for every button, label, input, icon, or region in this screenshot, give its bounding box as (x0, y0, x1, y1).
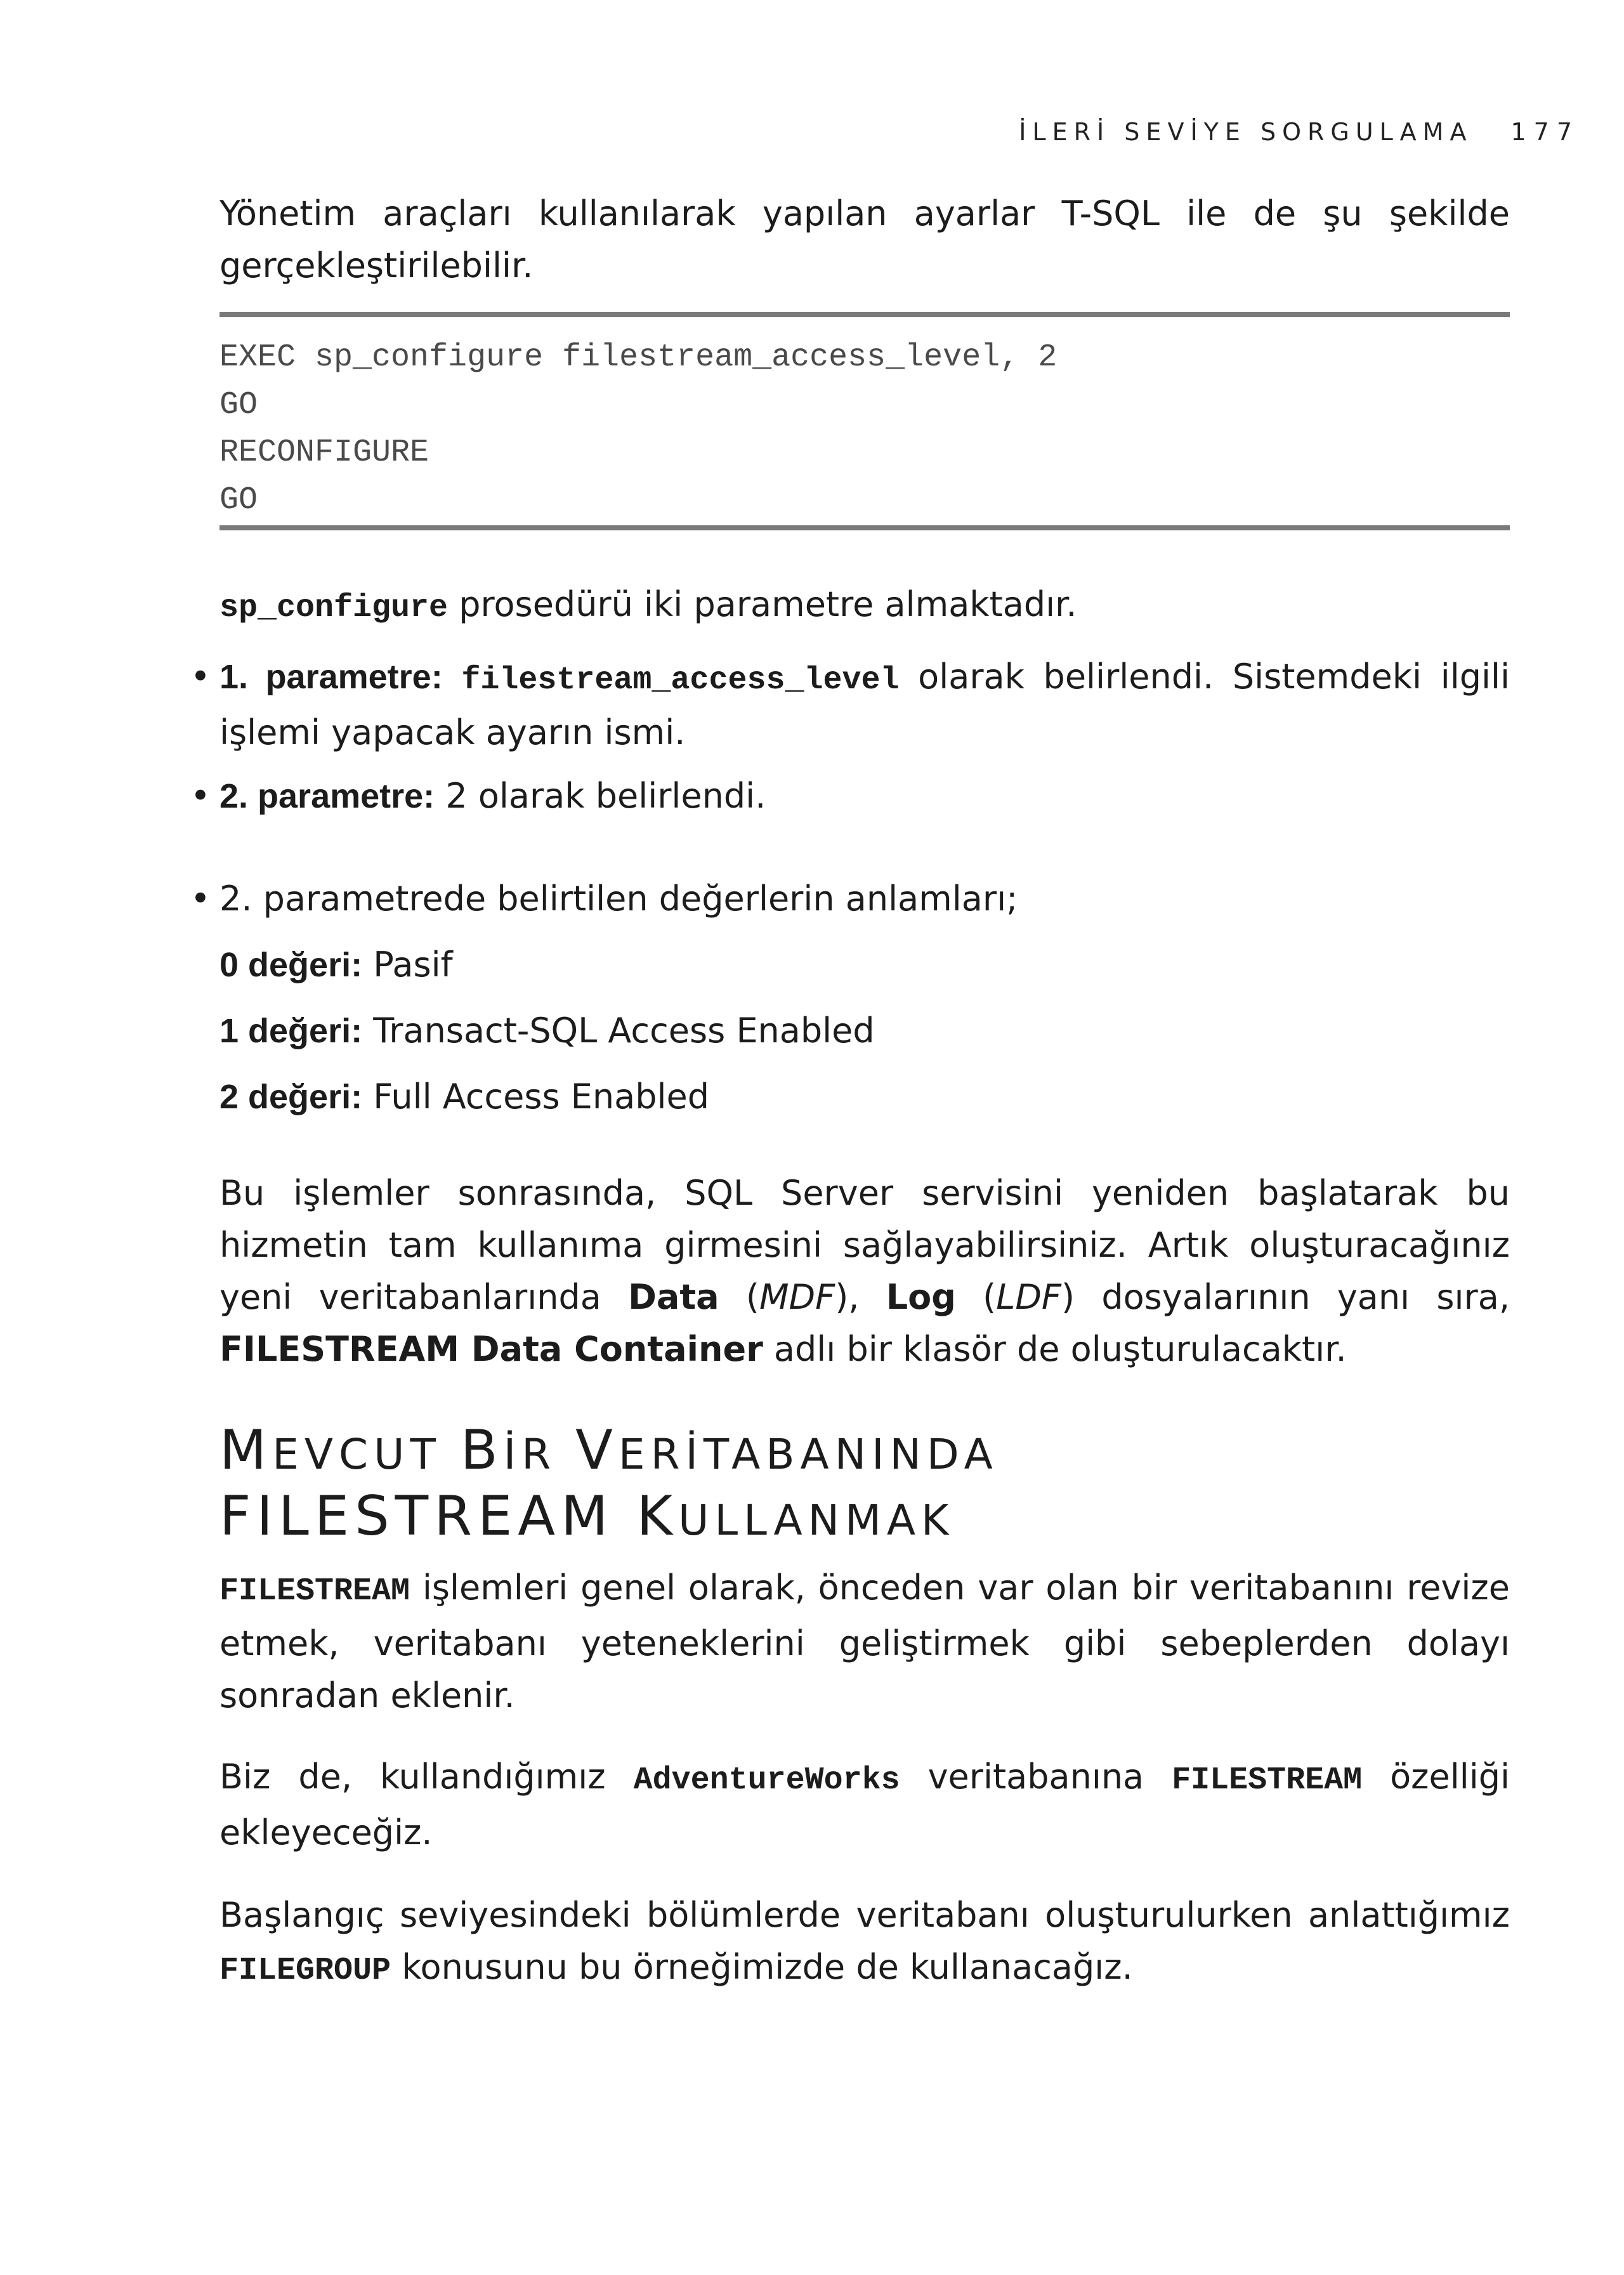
code-bottom-rule (219, 525, 1510, 530)
filestream-code: FILESTREAM (219, 1573, 410, 1610)
filegroup-paragraph: Başlangıç seviyesindeki bölümlerde veritabanı oluşturulurken anlattığımız FILEGROUP konusunu bu örneğimizde de kullanacağız. (219, 1895, 1510, 1989)
bullet-label: 1. parametre: (219, 658, 443, 696)
running-title: İLERİ SEVİYE SORGULAMA (1019, 118, 1473, 146)
section-heading-line1: MEVCUT BİR VERİTABANINDA (219, 1419, 999, 1482)
code-lines (219, 334, 1057, 524)
code-line: EXEC sp_configure filestream_access_level, 2 (219, 339, 1058, 376)
bullet-dot: • (190, 776, 211, 816)
bullet-text: 2 olarak belirlendi. (435, 776, 766, 816)
code-line: RECONFIGURE (219, 435, 429, 471)
sp-configure-text: prosedürü iki parametre almaktadır. (448, 584, 1077, 624)
filestream-text: işlemleri genel olarak, önceden var olan bir veritabanını revize etmek, veritabanı yeteneklerini geliştirmek gibi sebeplerden dolayı sonradan eklenir. (219, 1568, 1510, 1715)
bullet-label: 2. parametre: (219, 777, 435, 815)
value-label: 0 değeri: (219, 946, 363, 984)
running-header (1019, 118, 1580, 146)
intro-text: Yönetim araçları kullanılarak yapılan ayarlar T-SQL ile de şu şekilde gerçekleştirilebilir. (219, 193, 1510, 285)
page-number: 177 (1510, 118, 1580, 146)
bullet-text: olarak belirlendi. Sistemdeki ilgili işlemi yapacak ayarın ismi. (219, 657, 1510, 752)
code-line: GO (219, 482, 258, 518)
restart-paragraph (219, 1167, 1510, 1375)
value-label: 2 değeri: (219, 1078, 363, 1116)
bullet-dot: • (190, 879, 211, 919)
adventureworks-code: AdventureWorks (633, 1762, 900, 1799)
sp-configure-paragraph (219, 579, 1510, 634)
bullet-dot: • (190, 657, 211, 697)
value-label: 1 değeri: (219, 1012, 363, 1050)
restart-text: Bu işlemler sonrasında, SQL Server servisini yeniden başlatarak bu hizmetin tam kullanıma girmesini sağlayabilirsiniz. Artık oluşturacağınız yeni veritabanlarında Data (MDF), Log (LDF) dosyalarının yanı sıra, FILESTREAM Data Container adlı bir klasör de oluşturulacaktır. (219, 1173, 1510, 1369)
code-block (219, 312, 1510, 534)
value-text: Pasif (362, 945, 453, 985)
sp-configure-code: sp_configure (219, 590, 449, 626)
filestream-code: FILESTREAM (1172, 1762, 1363, 1799)
bullet-text: 2. parametrede belirtilen değerlerin anlamları; (219, 879, 1018, 919)
code-top-rule (219, 312, 1510, 317)
adventureworks-paragraph: Biz de, kullandığımız AdventureWorks veritabanına FILESTREAM özelliği ekleyeceğiz. (219, 1757, 1510, 1852)
value-text: Transact-SQL Access Enabled (362, 1011, 875, 1051)
bullet-code: filestream_access_level (461, 662, 900, 698)
value-text: Full Access Enabled (362, 1077, 709, 1117)
section-heading-line2: FILESTREAM KULLANMAK (219, 1485, 955, 1548)
filestream-paragraph (219, 1562, 1510, 1722)
filegroup-code: FILEGROUP (219, 1953, 391, 1989)
value-row (219, 1005, 875, 1057)
code-line: GO (219, 387, 258, 423)
value-row (219, 1071, 709, 1123)
value-row (219, 939, 453, 991)
intro-paragraph (219, 188, 1510, 292)
